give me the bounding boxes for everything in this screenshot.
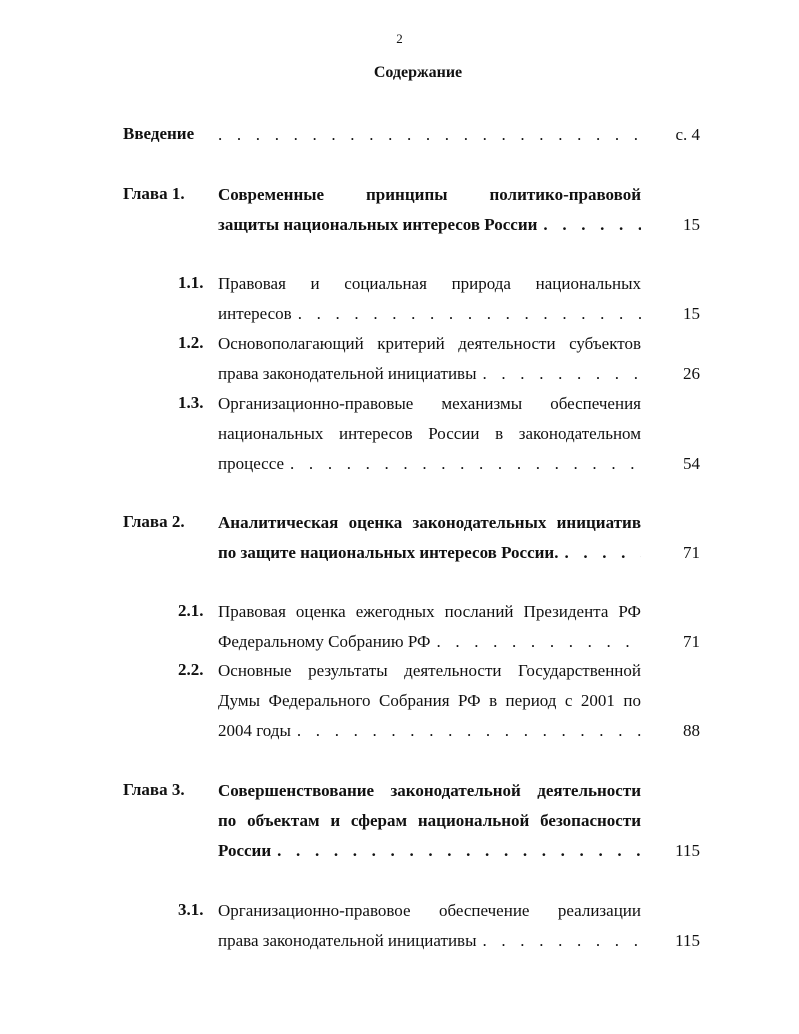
intro-label: Введение	[123, 124, 195, 143]
section-label: 2.1.	[178, 601, 204, 620]
intro-page: с. 4	[675, 125, 700, 144]
section-page: 88	[683, 721, 700, 740]
section-page: 71	[683, 632, 700, 651]
section-title: Организационно-правовое обеспечение реализации права законодательной инициативы . . .	[218, 900, 641, 960]
section-label: 1.1.	[178, 273, 204, 292]
intro-leader	[218, 124, 641, 154]
section-title: Правовая и социальная природа национальных интересов . . .	[218, 273, 641, 333]
section-label: 2.2.	[178, 660, 204, 679]
chapter-page: 115	[675, 841, 700, 860]
chapter-title: Совершенствование законодательной деятельности по объектам и сферам национальной безопасности России . . .	[218, 780, 641, 870]
section-title: Организационно-правовые механизмы обеспечения национальных интересов России в законодательном процессе . . .	[218, 393, 641, 483]
section-label: 1.3.	[178, 393, 204, 412]
section-page: 115	[675, 931, 700, 950]
chapter-page: 71	[683, 543, 700, 562]
section-label: 1.2.	[178, 333, 204, 352]
chapter-page: 15	[683, 215, 700, 234]
chapter-title: Современные принципы политико-правовой защиты национальных интересов России . . .	[218, 184, 641, 244]
chapter-title: Аналитическая оценка законодательных инициатив по защите национальных интересов России. . . .	[218, 512, 641, 572]
chapter-label: Глава 2.	[123, 512, 185, 531]
section-page: 54	[683, 454, 700, 473]
section-title: Правовая оценка ежегодных посланий Президента РФ Федеральному Собранию РФ . . .	[218, 601, 641, 661]
section-page: 15	[683, 304, 700, 323]
section-title: Основные результаты деятельности Государственной Думы Федерального Собрания РФ в период с 2001 по 2004 годы . . .	[218, 660, 641, 750]
section-label: 3.1.	[178, 900, 204, 919]
section-page: 26	[683, 364, 700, 383]
chapter-label: Глава 3.	[123, 780, 185, 799]
toc-title: Содержание	[373, 64, 463, 81]
section-title: Основополагающий критерий деятельности субъектов права законодательной инициативы . . .	[218, 333, 641, 393]
page-number: 2	[396, 31, 403, 46]
chapter-label: Глава 1.	[123, 184, 185, 203]
